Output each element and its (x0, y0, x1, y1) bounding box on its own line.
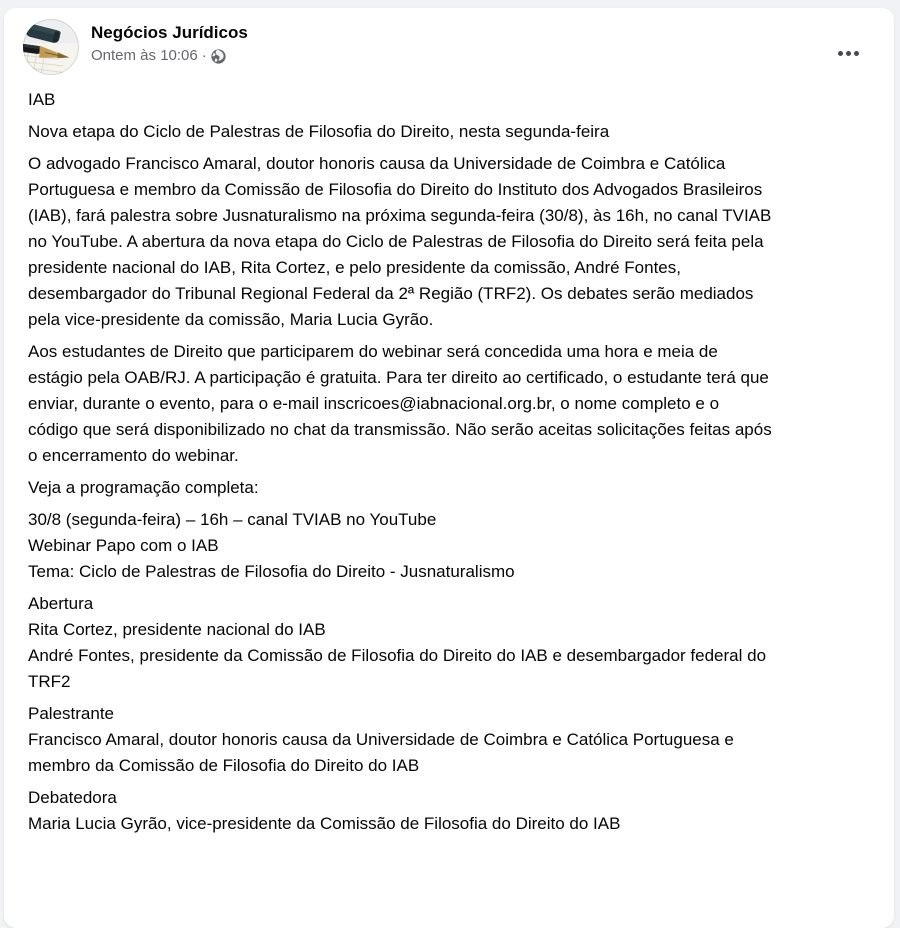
globe-public-icon (211, 49, 226, 64)
post-paragraph (28, 87, 872, 113)
post-text-line: TRF2 (28, 672, 71, 691)
post-text-line: Aos estudantes de Direito que participarem do webinar será concedida uma hora e meia de (28, 342, 718, 361)
ellipsis-icon (854, 51, 859, 56)
post-header (4, 8, 894, 81)
post-text-line: enviar, durante o evento, para o e-mail inscricoes@iabnacional.org.br, o nome completo e o (28, 394, 720, 413)
post-card (4, 8, 894, 928)
post-header-info (91, 19, 248, 64)
ellipsis-icon (846, 51, 851, 56)
post-text-line: código que será disponibilizado no chat da transmissão. Não serão aceitas solicitações feitas após (28, 420, 772, 439)
post-text-line: (IAB), fará palestra sobre Jusnaturalismo na próxima segunda-feira (30/8), às 16h, no canal TVIAB (28, 206, 772, 225)
author-name-link[interactable]: Negócios Jurídicos (91, 23, 248, 42)
post-text-line: membro da Comissão de Filosofia do Direito do IAB (28, 756, 420, 775)
post-text-line: Portuguesa e membro da Comissão de Filosofia do Direito do Instituto dos Advogados Brasileiros (28, 180, 763, 199)
post-text-line: desembargador do Tribunal Regional Federal da 2ª Região (TRF2). Os debates serão mediados (28, 284, 754, 303)
post-meta (91, 47, 248, 64)
post-paragraph (28, 119, 872, 145)
post-text-line: Maria Lucia Gyrão, vice-presidente da Comissão de Filosofia do Direito do IAB (28, 814, 621, 833)
post-paragraph (28, 475, 872, 501)
post-paragraph (28, 151, 872, 333)
post-text-line: Rita Cortez, presidente nacional do IAB (28, 620, 326, 639)
post-text-line: no YouTube. A abertura da nova etapa do Ciclo de Palestras de Filosofia do Direito será feita pela (28, 232, 764, 251)
post-text-line: O advogado Francisco Amaral, doutor honoris causa da Universidade de Coimbra e Católica (28, 154, 726, 173)
fountain-pens-photo-icon (23, 19, 79, 75)
post-text-line: Tema: Ciclo de Palestras de Filosofia do Direito - Jusnaturalismo (28, 562, 515, 581)
post-paragraph (28, 507, 872, 585)
post-text-line: Debatedora (28, 788, 117, 807)
meta-separator: · (201, 47, 207, 64)
page-avatar[interactable] (23, 19, 79, 75)
post-text-line: Webinar Papo com o IAB (28, 536, 219, 555)
more-options-button[interactable] (830, 40, 866, 66)
post-text-line: pela vice-presidente da comissão, Maria Lucia Gyrão. (28, 310, 434, 329)
post-text-line: estágio pela OAB/RJ. A participação é gratuita. Para ter direito ao certificado, o estudante terá que (28, 368, 769, 387)
post-text-line: 30/8 (segunda-feira) – 16h – canal TVIAB no YouTube (28, 510, 437, 529)
post-text-line: presidente nacional do IAB, Rita Cortez, e pelo presidente da comissão, André Fontes, (28, 258, 681, 277)
post-paragraph (28, 701, 872, 779)
post-text-line: Abertura (28, 594, 94, 613)
post-paragraph (28, 339, 872, 469)
post-content (4, 81, 894, 863)
post-text-line: Veja a programação completa: (28, 478, 259, 497)
post-text-line: o encerramento do webinar. (28, 446, 239, 465)
post-text-line: Francisco Amaral, doutor honoris causa da Universidade de Coimbra e Católica Portuguesa e (28, 730, 734, 749)
post-text-line: IAB (28, 90, 56, 109)
post-text-line: André Fontes, presidente da Comissão de Filosofia do Direito do IAB e desembargador federal do (28, 646, 767, 665)
ellipsis-icon (838, 51, 843, 56)
timestamp-link[interactable]: Ontem às 10:06 (91, 47, 198, 64)
post-text-line: Nova etapa do Ciclo de Palestras de Filosofia do Direito, nesta segunda-feira (28, 122, 610, 141)
post-paragraph (28, 591, 872, 695)
post-text-line: Palestrante (28, 704, 114, 723)
post-paragraph (28, 785, 872, 837)
